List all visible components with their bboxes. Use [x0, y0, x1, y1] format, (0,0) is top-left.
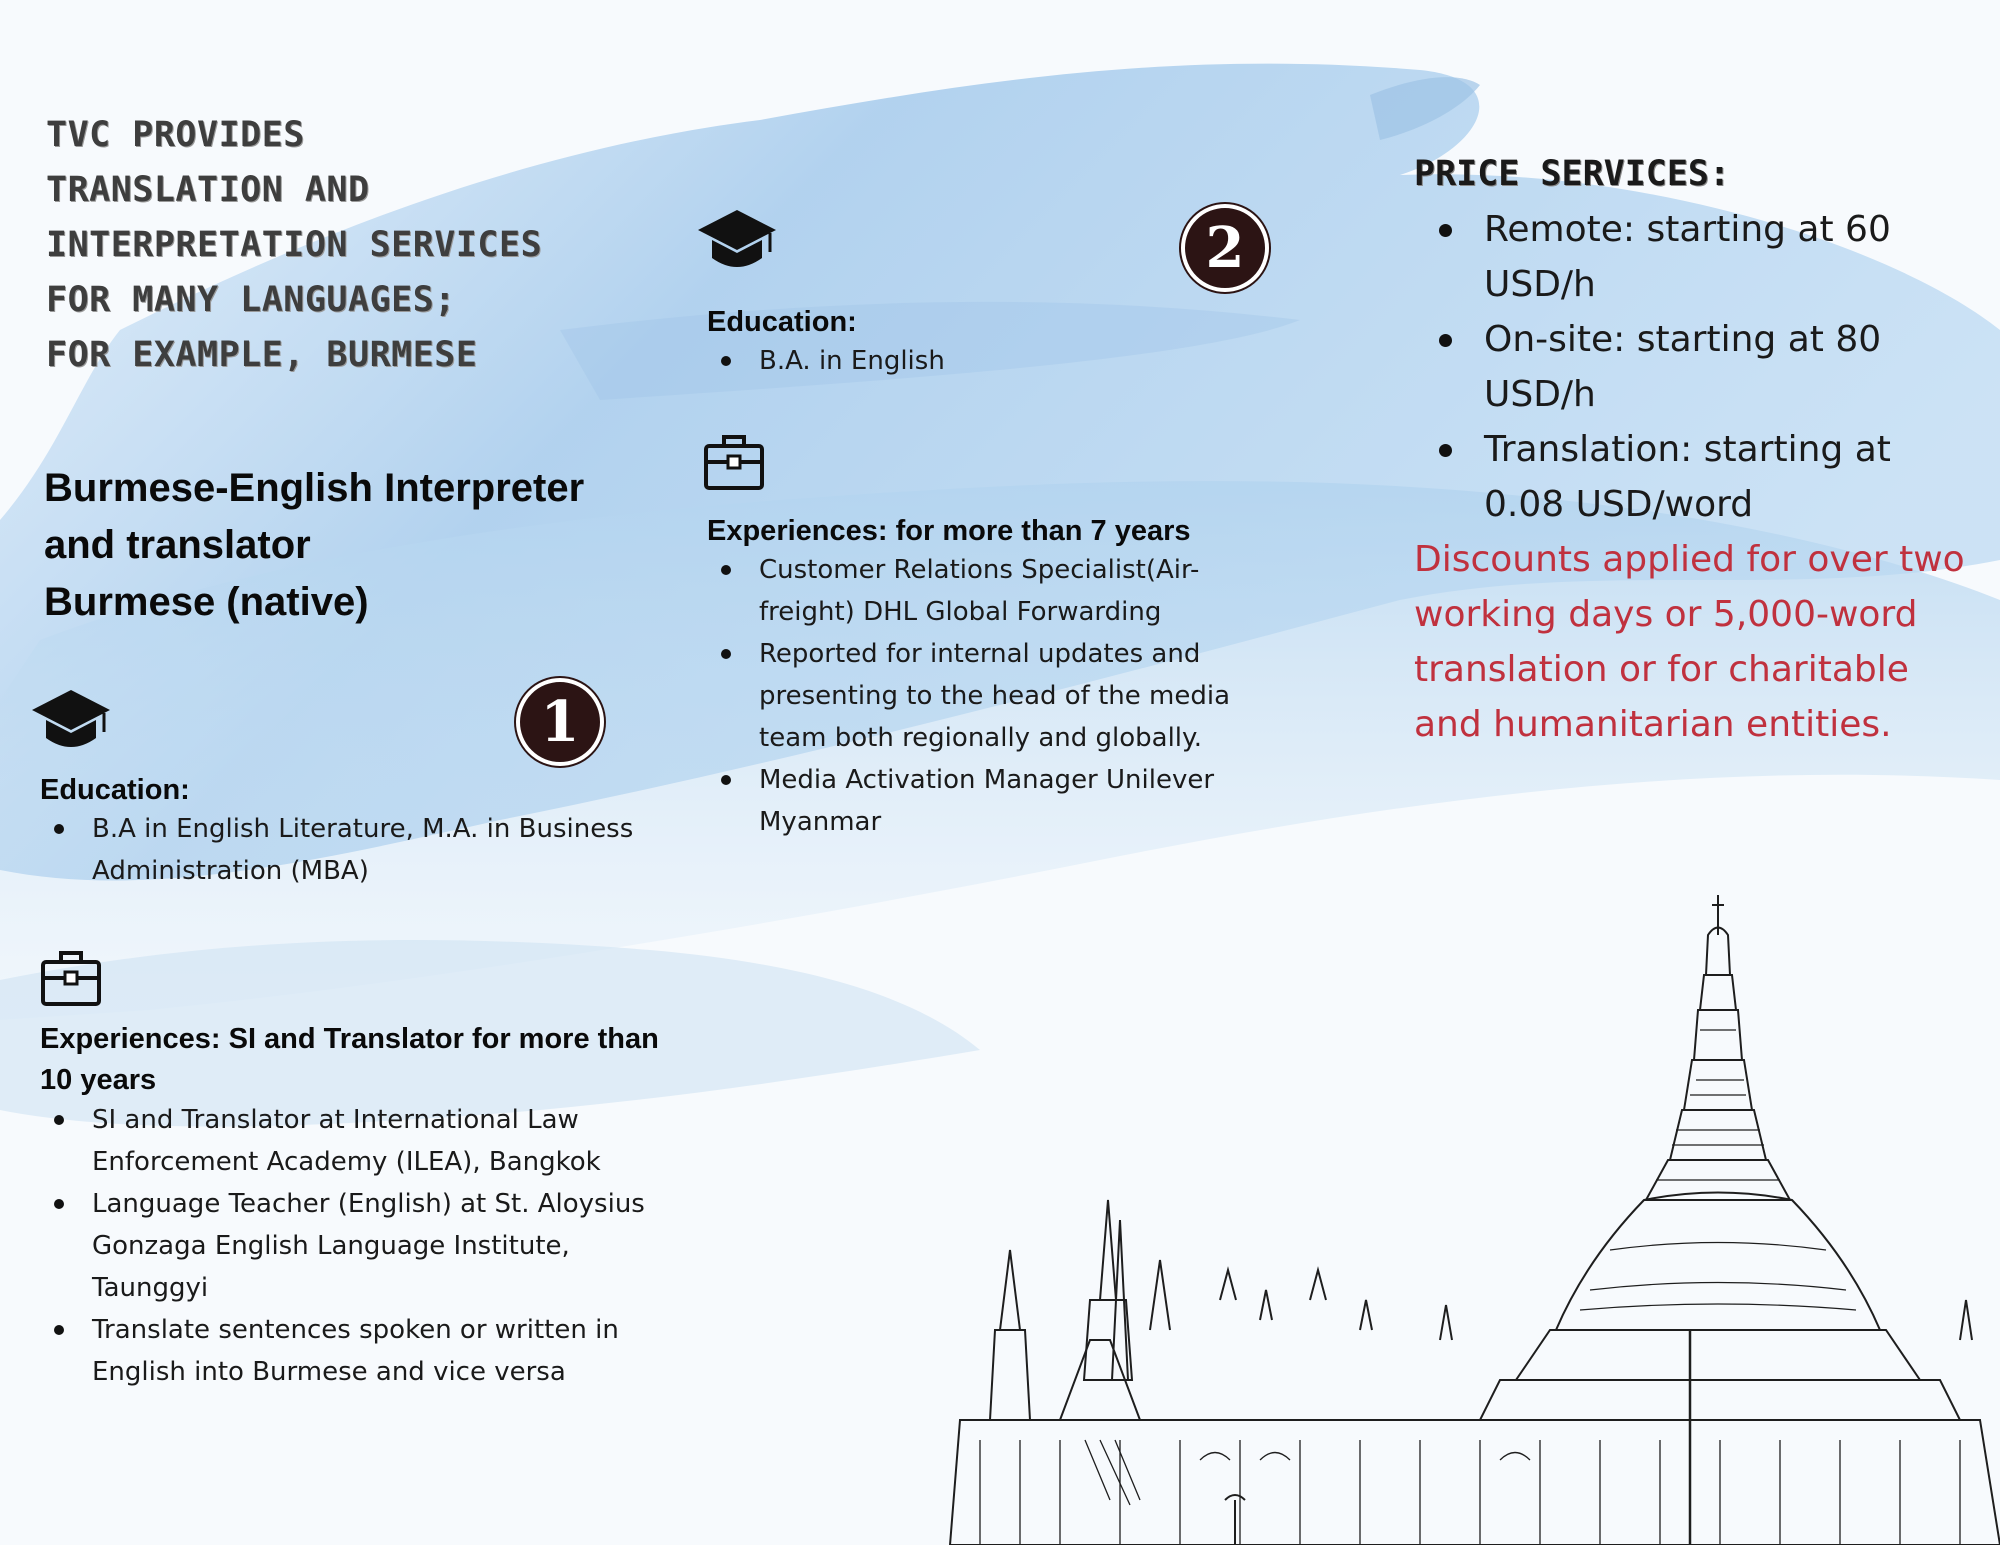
price-services-list [1414, 202, 1974, 532]
headline-line: FOR MANY LANGUAGES; [46, 280, 456, 320]
profile-number-badge: 2 [1181, 204, 1269, 292]
headline [46, 108, 686, 383]
subtitle-line: and translator [44, 523, 311, 567]
profile1-education-list [40, 808, 640, 892]
subtitle [44, 460, 684, 631]
graduation-cap-icon [696, 206, 778, 274]
profile2-experience-list [707, 549, 1267, 843]
briefcase-icon [40, 948, 102, 1008]
list-item: Language Teacher (English) at St. Aloysius Gonzaga English Language Institute, Taunggyi [40, 1183, 650, 1309]
price-item: Translation: starting at 0.08 USD/word [1414, 422, 1974, 532]
subtitle-line: Burmese-English Interpreter [44, 466, 585, 510]
price-services-title: PRICE SERVICES: [1414, 154, 1731, 194]
profile-number-badge: 1 [516, 678, 604, 766]
discount-note: Discounts applied for over two working days or 5,000-word translation or for charitable and humanitarian entities. [1414, 539, 1965, 745]
briefcase-icon [703, 432, 765, 492]
headline-line: FOR EXAMPLE, BURMESE [46, 335, 478, 375]
list-item: B.A in English Literature, M.A. in Business Administration (MBA) [40, 808, 640, 892]
list-item: Customer Relations Specialist(Air-freight) DHL Global Forwarding [707, 549, 1267, 633]
profile2-experience-title: Experiences: for more than 7 years [707, 515, 1191, 547]
headline-line: TRANSLATION AND [46, 170, 370, 210]
profile1-education-title: Education: [40, 774, 190, 806]
price-item: On-site: starting at 80 USD/h [1414, 312, 1974, 422]
profile1-experience-title: Experiences: SI and Translator for more than 10 years [40, 1023, 659, 1096]
graduation-cap-icon [30, 686, 112, 754]
headline-line: TVC PROVIDES [46, 115, 305, 155]
profile2-education-list [707, 340, 1267, 382]
pagoda-sketch [950, 895, 2000, 1545]
price-item: Remote: starting at 60 USD/h [1414, 202, 1974, 312]
headline-line: INTERPRETATION SERVICES [46, 225, 543, 265]
list-item: Reported for internal updates and presenting to the head of the media team both regionally and globally. [707, 633, 1267, 759]
list-item: SI and Translator at International Law Enforcement Academy (ILEA), Bangkok [40, 1099, 650, 1183]
profile1-experience-list [40, 1099, 650, 1393]
list-item: Media Activation Manager Unilever Myanmar [707, 759, 1267, 843]
list-item: Translate sentences spoken or written in English into Burmese and vice versa [40, 1309, 650, 1393]
profile2-education-title: Education: [707, 306, 857, 338]
subtitle-line: Burmese (native) [44, 580, 369, 624]
list-item: B.A. in English [707, 340, 1267, 382]
